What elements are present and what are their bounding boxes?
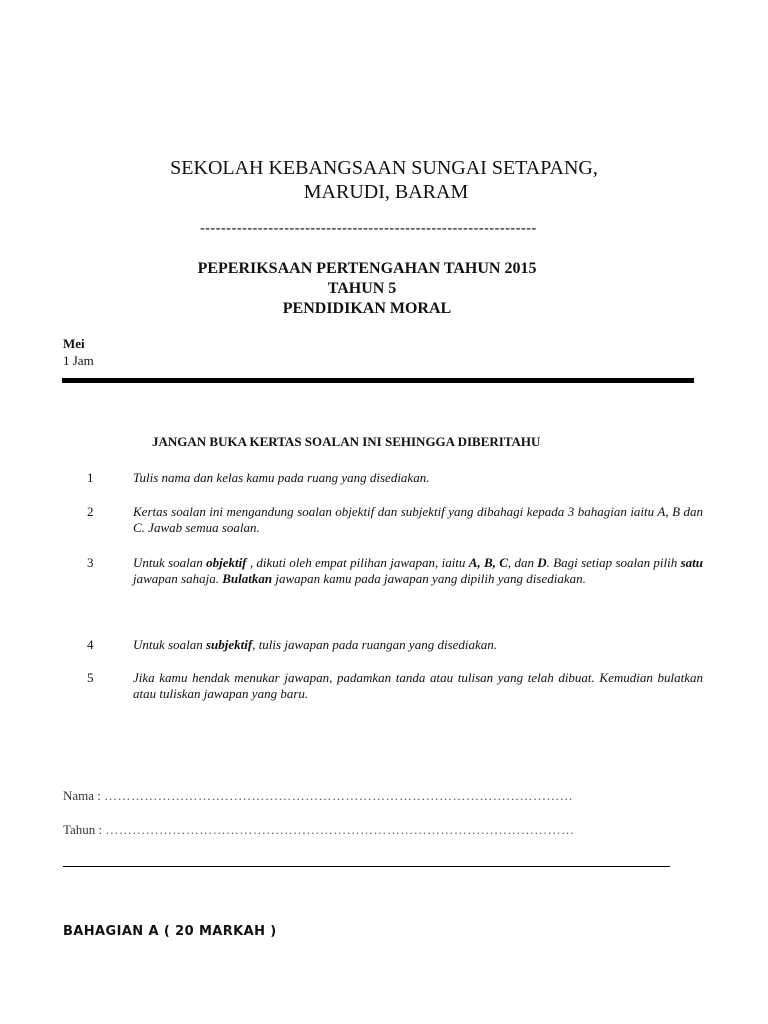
instruction-segment: Kertas soalan ini mengandung soalan objektif dan subjektif yang dibahagi kepada 3 bahagian iaitu A, B dan C. Jawab semua soalan. — [133, 504, 703, 535]
instruction-segment: jawapan kamu pada jawapan yang dipilih yang disediakan. — [272, 570, 586, 586]
exam-year: TAHUN 5 — [327, 280, 397, 297]
instruction-emphasis: A, B, C — [468, 555, 508, 570]
instruction-item — [63, 555, 703, 586]
instruction-segment: . Bagi setiap soalan pilih — [546, 555, 681, 570]
instruction-segment: Untuk soalan — [133, 637, 206, 652]
instruction-segment: jawapan sahaja. — [133, 570, 223, 586]
instruction-emphasis: subjektif — [205, 637, 253, 652]
instruction-item — [63, 504, 703, 535]
instruction-text — [133, 637, 703, 653]
exam-month: Mei — [63, 336, 85, 351]
instruction-number: 1 — [87, 470, 94, 485]
instruction-segment: Tulis nama dan kelas kamu pada ruang yang disediakan. — [133, 470, 430, 485]
instruction-segment: , tulis jawapan pada ruangan yang disediakan. — [252, 637, 498, 652]
instruction-segment: , dan — [507, 555, 538, 570]
instruction-emphasis: satu — [680, 555, 703, 570]
year-field[interactable] — [63, 822, 574, 838]
exam-duration: 1 Jam — [63, 353, 94, 368]
thick-divider — [62, 378, 694, 383]
section-heading: BAHAGIAN A ( 20 MARKAH ) — [63, 924, 277, 939]
name-label: Nama : — [63, 788, 101, 803]
notice-heading: JANGAN BUKA KERTAS SOALAN INI SEHINGGA DIBERITAHU — [152, 434, 541, 449]
instruction-emphasis: D — [537, 555, 547, 570]
instruction-item — [63, 470, 703, 486]
exam-subject: PENDIDIKAN MORAL — [282, 300, 452, 317]
instruction-item — [63, 637, 703, 653]
instruction-number: 5 — [87, 670, 94, 685]
instruction-text — [133, 470, 703, 486]
year-label: Tahun : — [63, 822, 103, 837]
name-fill-line[interactable]: …………………………………………………………………………………………… — [104, 788, 574, 803]
exam-title: PEPERIKSAAN PERTENGAHAN TAHUN 2015 — [197, 260, 537, 277]
dashed-separator: ---------------------------------------------------------------- — [200, 221, 537, 236]
thin-divider — [63, 866, 670, 867]
instruction-segment: , dikuti oleh empat pilihan jawapan, iaitu — [246, 555, 469, 570]
school-name-line1: SEKOLAH KEBANGSAAN SUNGAI SETAPANG, — [170, 157, 598, 179]
instruction-text — [133, 670, 703, 701]
instruction-segment: Jika kamu hendak menukar jawapan, padamkan tanda atau tulisan yang telah dibuat. Kemudian bulatkan atau tuliskan jawapan yang baru. — [133, 670, 703, 701]
name-field[interactable] — [63, 788, 573, 804]
instruction-emphasis: Bulatkan — [222, 570, 273, 586]
instruction-segment: Untuk soalan — [133, 555, 207, 570]
instruction-number: 4 — [87, 637, 94, 652]
instruction-number: 2 — [87, 504, 94, 519]
instruction-item — [63, 670, 703, 701]
instruction-number: 3 — [87, 555, 94, 570]
instruction-text — [133, 555, 703, 586]
school-name-line2: MARUDI, BARAM — [303, 181, 469, 203]
instruction-text — [133, 504, 703, 535]
year-fill-line[interactable]: …………………………………………………………………………………………… — [105, 822, 575, 837]
instruction-emphasis: objektif — [206, 555, 247, 570]
